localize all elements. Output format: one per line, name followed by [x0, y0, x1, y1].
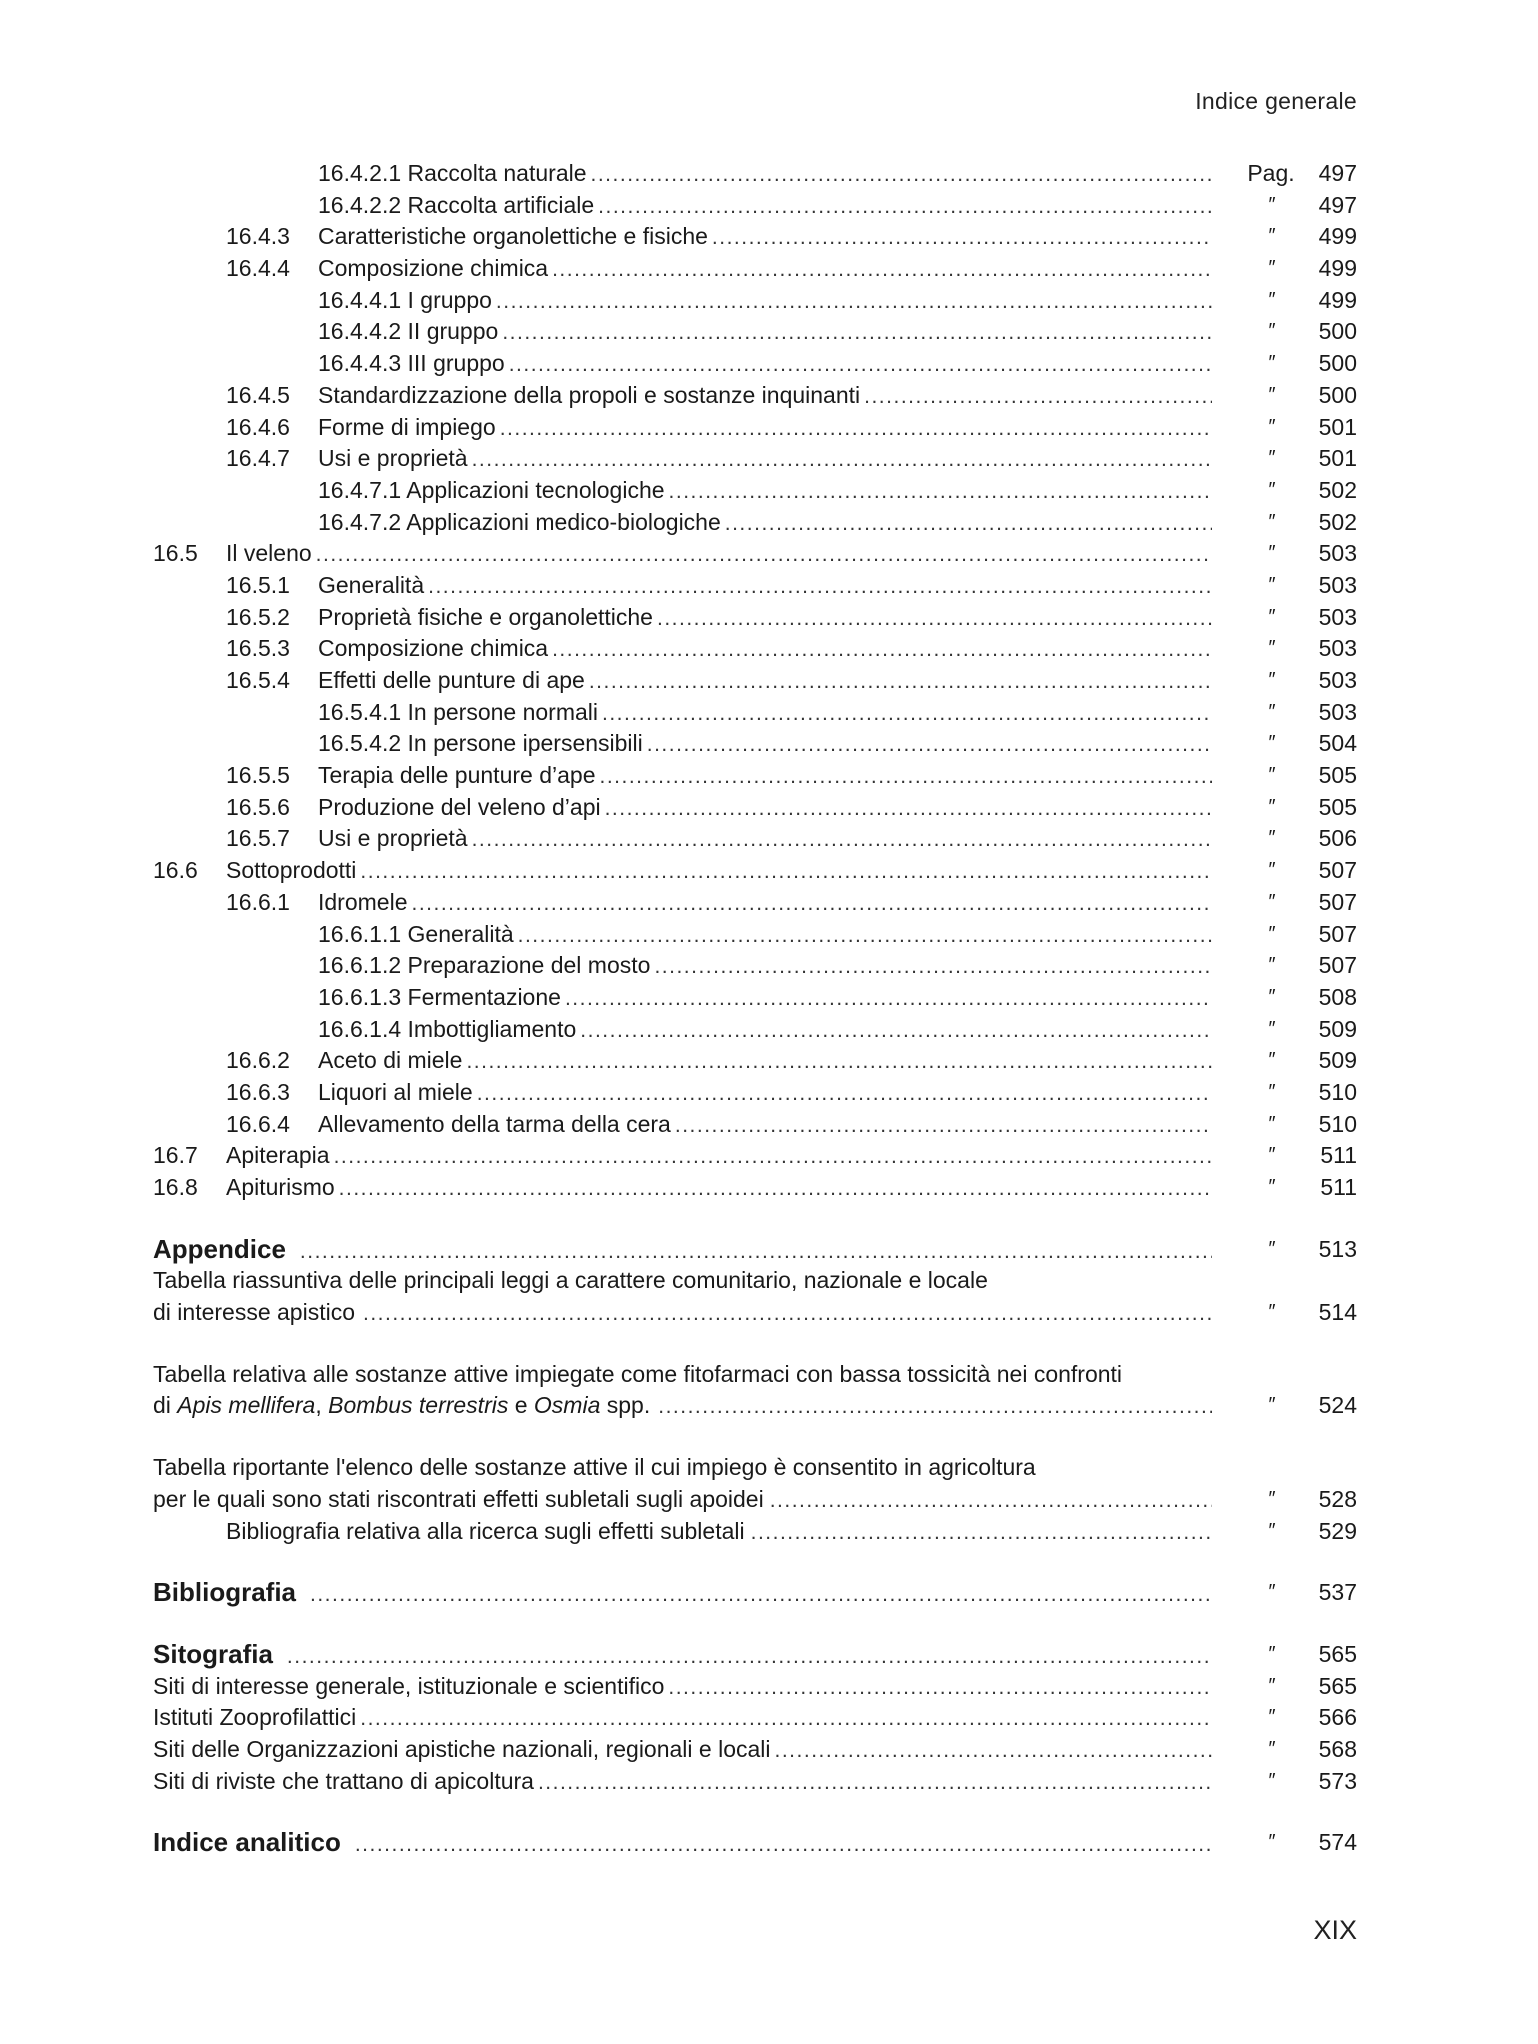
toc-entry — [0, 1484, 1538, 1516]
toc-page-number: 497 — [1318, 191, 1357, 218]
toc-entry-number: 16.6 — [153, 857, 198, 884]
toc-entry-number: 16.4.3 — [226, 223, 290, 250]
toc-entry-title: 16.5.4.2 In persone ipersensibili — [318, 730, 643, 757]
toc-entry — [0, 570, 1538, 602]
toc-text-line: Tabella riportante l'elenco delle sostanze attive il cui impiego è consentito in agricoltura — [153, 1454, 1036, 1481]
ditto-mark: ″ — [1267, 890, 1275, 913]
toc-entry-number: 16.5.2 — [226, 603, 290, 630]
toc-entry-title: Allevamento della tarma della cera — [318, 1110, 671, 1137]
ditto-mark: ″ — [1267, 605, 1275, 628]
toc-page-number: 499 — [1318, 223, 1357, 250]
toc-entry — [0, 697, 1538, 729]
leader-dots — [502, 317, 1212, 349]
ditto-mark: ″ — [1267, 764, 1275, 787]
toc-page-number: 500 — [1318, 350, 1357, 377]
toc-entry-title: Usi e proprietà — [318, 445, 468, 472]
leader-dots — [509, 349, 1212, 381]
toc-entry-title: 16.6.1.3 Fermentazione — [318, 983, 561, 1010]
leader-dots — [712, 222, 1212, 254]
toc-entry-number: 16.6.3 — [226, 1078, 290, 1105]
ditto-mark: ″ — [1267, 637, 1275, 660]
ditto-mark: ″ — [1267, 352, 1275, 375]
toc-page-number: 505 — [1318, 762, 1357, 789]
toc-entry-title: Standardizzazione della propoli e sostanze inquinanti — [318, 381, 861, 408]
leader-dots — [751, 1517, 1212, 1549]
leader-dots — [316, 539, 1212, 571]
ditto-mark: ″ — [1267, 1237, 1275, 1260]
ditto-mark: ″ — [1267, 1737, 1275, 1760]
toc-page-number: 511 — [1320, 1174, 1357, 1200]
toc-entry-title: Terapia delle punture d’ape — [318, 762, 596, 789]
toc-page-number: 503 — [1318, 540, 1357, 567]
toc-entry-title: Usi e proprietà — [318, 825, 468, 852]
leader-dots — [725, 508, 1212, 540]
ditto-mark: ″ — [1267, 1831, 1275, 1854]
leader-dots — [658, 1391, 1212, 1423]
toc-page-number: 500 — [1318, 318, 1357, 345]
leader-dots — [669, 476, 1212, 508]
leader-dots — [355, 1829, 1212, 1861]
leader-dots — [775, 1735, 1212, 1767]
toc-entry — [0, 1045, 1538, 1077]
toc-heading-indice-analitico — [0, 1827, 1538, 1859]
toc-entry — [0, 316, 1538, 348]
toc-entry-title: Proprietà fisiche e organolettiche — [318, 603, 653, 630]
toc-page-number: 507 — [1318, 920, 1357, 947]
toc-entry — [0, 728, 1538, 760]
toc-page-number: 499 — [1318, 255, 1357, 282]
ditto-mark: ″ — [1267, 573, 1275, 596]
toc-entry-title: 16.4.4.1 I gruppo — [318, 286, 492, 313]
toc-entry-title: 16.4.2.2 Raccolta artificiale — [318, 191, 595, 218]
leader-dots — [864, 381, 1212, 413]
ditto-mark: ″ — [1267, 288, 1275, 311]
ditto-mark: ″ — [1267, 383, 1275, 406]
toc-entry — [0, 158, 1538, 190]
toc-entry — [0, 665, 1538, 697]
ditto-mark: ″ — [1267, 795, 1275, 818]
toc-page-number: 503 — [1318, 698, 1357, 725]
leader-dots — [466, 1046, 1212, 1078]
toc-entry-number: 16.4.5 — [226, 381, 290, 408]
toc-page-number: 566 — [1318, 1704, 1357, 1731]
toc-page-number: 503 — [1318, 635, 1357, 662]
ditto-mark: ″ — [1267, 447, 1275, 470]
toc-entry-title: 16.6.1.1 Generalità — [318, 920, 514, 947]
toc-entry-title: Sottoprodotti — [226, 857, 357, 884]
toc-entry-title: Effetti delle punture di ape — [318, 667, 585, 693]
leader-dots — [310, 1579, 1212, 1611]
toc-entry — [0, 475, 1538, 507]
toc-page-number: 507 — [1318, 857, 1357, 884]
toc-entry-number: 16.5.5 — [226, 762, 290, 789]
toc-page-number: 497 — [1318, 160, 1357, 186]
toc-entry-number: 16.4.6 — [226, 413, 290, 440]
toc-heading-title: Appendice — [153, 1233, 286, 1264]
toc-entry — [0, 887, 1538, 919]
toc-entry — [0, 1516, 1538, 1548]
toc-heading-sitografia — [0, 1639, 1538, 1671]
toc-heading-title: Bibliografia — [153, 1577, 297, 1608]
leader-dots — [599, 761, 1212, 793]
ditto-mark: ″ — [1267, 700, 1275, 723]
ditto-mark: ″ — [1267, 415, 1275, 438]
ditto-mark: ″ — [1267, 510, 1275, 533]
toc-entry-number: 16.6.2 — [226, 1047, 290, 1074]
leader-dots — [339, 1173, 1212, 1205]
toc-page-number: 513 — [1318, 1235, 1357, 1262]
ditto-mark: ″ — [1267, 225, 1275, 248]
leader-dots — [287, 1641, 1212, 1673]
ditto-mark: ″ — [1267, 1394, 1275, 1417]
toc-entry — [0, 1390, 1538, 1422]
leader-dots — [472, 444, 1212, 476]
leader-dots — [770, 1485, 1212, 1517]
leader-dots — [428, 571, 1212, 603]
toc-entry — [0, 253, 1538, 285]
toc-page-number: 573 — [1318, 1767, 1357, 1794]
toc-entry — [0, 443, 1538, 475]
toc-page-number: 574 — [1318, 1829, 1357, 1856]
toc-entry-title: Aceto di miele — [318, 1047, 463, 1074]
toc-entry — [0, 1077, 1538, 1109]
toc-entry-title: Composizione chimica — [318, 255, 549, 282]
leader-dots — [360, 1703, 1212, 1735]
ditto-mark: ″ — [1267, 1080, 1275, 1103]
toc-entry — [0, 633, 1538, 665]
ditto-mark: ″ — [1267, 1519, 1275, 1542]
toc-entry — [0, 348, 1538, 380]
toc-entry — [0, 538, 1538, 570]
leader-dots — [518, 920, 1212, 952]
toc-page-number: 505 — [1318, 793, 1357, 820]
toc-page-number: 509 — [1318, 1047, 1357, 1074]
toc-entry-title: 16.5.4.1 In persone normali — [318, 698, 599, 725]
ditto-mark: ″ — [1267, 859, 1275, 882]
toc-text-line: Tabella relativa alle sostanze attive impiegate come fitofarmaci con bassa tossicità nei confronti — [153, 1360, 1123, 1387]
toc-entry-title: Apiterapia — [226, 1142, 330, 1169]
leader-dots — [552, 634, 1212, 666]
toc-page-number: 500 — [1318, 381, 1357, 408]
toc-page-number: 528 — [1318, 1485, 1357, 1512]
leader-dots — [565, 983, 1212, 1015]
toc-entry — [0, 1140, 1538, 1172]
toc-entry-title: Liquori al miele — [318, 1078, 473, 1105]
toc-page-number: 510 — [1318, 1110, 1357, 1137]
page-number: XIX — [1313, 1915, 1357, 1945]
leader-dots — [472, 824, 1212, 856]
ditto-mark: ″ — [1267, 542, 1275, 565]
leader-dots — [363, 1298, 1212, 1330]
leader-dots — [300, 1236, 1212, 1268]
toc-entry — [0, 221, 1538, 253]
leader-dots — [591, 159, 1212, 191]
ditto-mark: ″ — [1267, 732, 1275, 755]
toc-entry-title: Generalità — [318, 571, 425, 598]
toc-entry-title: per le quali sono stati riscontrati effetti subletali sugli apoidei — [153, 1485, 764, 1512]
ditto-mark: ″ — [1267, 827, 1275, 850]
toc-entry-number: 16.4.4 — [226, 255, 290, 282]
toc-page-number: 565 — [1318, 1640, 1357, 1667]
ditto-mark: ″ — [1267, 193, 1275, 216]
toc-entry-title: 16.4.4.2 II gruppo — [318, 318, 499, 345]
toc-heading-title: Sitografia — [153, 1638, 273, 1669]
ditto-mark: ″ — [1267, 922, 1275, 945]
toc-entry — [0, 602, 1538, 634]
leader-dots — [654, 951, 1212, 983]
toc-entry-title: Forme di impiego — [318, 413, 496, 440]
leader-dots — [552, 254, 1212, 286]
ditto-mark: ″ — [1267, 1706, 1275, 1729]
ditto-mark: ″ — [1267, 1176, 1275, 1198]
toc-entry — [0, 1109, 1538, 1141]
ditto-mark: ″ — [1267, 985, 1275, 1008]
toc-page-number: 537 — [1318, 1579, 1357, 1606]
toc-entries — [0, 158, 1538, 1204]
leader-dots — [602, 698, 1212, 730]
ditto-mark: ″ — [1267, 1301, 1275, 1324]
toc-entry — [0, 1172, 1538, 1204]
ditto-mark: ″ — [1267, 1674, 1275, 1697]
toc-page-number: 502 — [1318, 476, 1357, 503]
toc-page-number: 506 — [1318, 825, 1357, 852]
ditto-mark: ″ — [1267, 1769, 1275, 1792]
toc-page-number: 503 — [1318, 603, 1357, 630]
toc-entry-title: di interesse apistico — [153, 1299, 355, 1326]
ditto-mark: ″ — [1267, 478, 1275, 501]
toc-text-line: Tabella riassuntiva delle principali leggi a carattere comunitario, nazionale e locale — [153, 1267, 988, 1294]
toc-entry-title: 16.4.7.2 Applicazioni medico-biologiche — [318, 508, 721, 535]
toc-entry-number: 16.8 — [153, 1174, 198, 1200]
toc-page-number: 499 — [1318, 286, 1357, 313]
toc-page-number: 503 — [1318, 571, 1357, 598]
ditto-mark: ″ — [1267, 320, 1275, 343]
toc-entry-title: Siti delle Organizzazioni apistiche nazionali, regionali e locali — [153, 1735, 771, 1762]
toc-entry-number: 16.6.1 — [226, 888, 290, 915]
leader-dots — [477, 1078, 1212, 1110]
toc-entry-number: 16.5.7 — [226, 825, 290, 852]
toc-page-number: 565 — [1318, 1672, 1357, 1699]
toc-page-number: 568 — [1318, 1735, 1357, 1762]
toc-page-number: 509 — [1318, 1015, 1357, 1042]
toc-page-number: 502 — [1318, 508, 1357, 535]
toc-entry — [0, 1702, 1538, 1734]
toc-page-number: 504 — [1318, 730, 1357, 757]
leader-dots — [580, 1015, 1212, 1047]
leader-dots — [589, 666, 1212, 698]
toc-page-number: 507 — [1318, 952, 1357, 979]
toc-entry-title: di Apis mellifera, Bombus terrestris e Osmia spp. — [153, 1392, 651, 1419]
toc-page-number: 529 — [1318, 1517, 1357, 1544]
toc-entry-number: 16.7 — [153, 1142, 198, 1169]
toc-entry — [0, 855, 1538, 887]
ditto-mark: ″ — [1267, 1144, 1275, 1167]
ditto-mark: ″ — [1267, 1049, 1275, 1072]
toc-page-number: 510 — [1318, 1078, 1357, 1105]
toc-entry-title: Composizione chimica — [318, 635, 549, 662]
toc-page-number: 508 — [1318, 983, 1357, 1010]
toc-entry-title: 16.6.1.4 Imbottigliamento — [318, 1015, 577, 1042]
toc-page-number: 524 — [1318, 1392, 1357, 1419]
leader-dots — [598, 191, 1212, 223]
toc-entry — [0, 792, 1538, 824]
toc-entry — [0, 950, 1538, 982]
toc-entry — [0, 1766, 1538, 1798]
ditto-mark: ″ — [1267, 954, 1275, 977]
leader-dots — [496, 286, 1212, 318]
toc-entry — [0, 919, 1538, 951]
toc-entry-number: 16.6.4 — [226, 1110, 290, 1137]
running-header: Indice generale — [1195, 88, 1357, 114]
toc-entry-title: Siti di interesse generale, istituzionale e scientifico — [153, 1672, 665, 1699]
toc-entry-title: 16.4.7.1 Applicazioni tecnologiche — [318, 476, 665, 503]
toc-entry — [0, 190, 1538, 222]
ditto-mark: ″ — [1267, 1642, 1275, 1665]
toc-entry — [0, 982, 1538, 1014]
toc-entry-title: Siti di riviste che trattano di apicoltura — [153, 1767, 534, 1794]
leader-dots — [538, 1767, 1212, 1799]
toc-entry-number: 16.5 — [153, 540, 198, 567]
leader-dots — [647, 729, 1212, 761]
leader-dots — [500, 413, 1212, 445]
toc-page-number: 507 — [1318, 888, 1357, 915]
ditto-mark: ″ — [1267, 1017, 1275, 1040]
table-of-contents — [0, 158, 1538, 1859]
toc-page-number: 514 — [1318, 1299, 1357, 1326]
toc-entry-number: 16.5.3 — [226, 635, 290, 662]
toc-entry-title: 16.4.2.1 Raccolta naturale — [318, 160, 587, 186]
toc-entry — [0, 412, 1538, 444]
toc-entry — [0, 285, 1538, 317]
ditto-mark: ″ — [1267, 1581, 1275, 1604]
toc-page-number: 503 — [1318, 667, 1357, 693]
toc-heading-title: Indice analitico — [153, 1827, 341, 1858]
toc-entry-number: 16.4.7 — [226, 445, 290, 472]
leader-dots — [605, 793, 1212, 825]
toc-entry — [0, 1297, 1538, 1329]
leader-dots — [675, 1110, 1212, 1142]
toc-entry — [0, 823, 1538, 855]
toc-entry-number: 16.5.4 — [226, 667, 290, 693]
toc-entry-title: Apiturismo — [226, 1174, 335, 1200]
toc-entry — [0, 380, 1538, 412]
toc-page-number: 511 — [1320, 1142, 1357, 1169]
ditto-mark: ″ — [1267, 669, 1275, 691]
toc-entry-title: Istituti Zooprofilattici — [153, 1704, 357, 1731]
leader-dots — [668, 1672, 1212, 1704]
pag-label: Pag. — [1247, 160, 1295, 186]
toc-entry-title: Caratteristiche organolettiche e fisiche — [318, 223, 708, 250]
toc-entry — [0, 1734, 1538, 1766]
ditto-mark: ″ — [1267, 257, 1275, 280]
leader-dots — [334, 1141, 1212, 1173]
toc-entry-title: Il veleno — [226, 540, 312, 567]
toc-entry-title: Produzione del veleno d’api — [318, 793, 601, 820]
leader-dots — [657, 603, 1212, 635]
ditto-mark: ″ — [1267, 1487, 1275, 1510]
leader-dots — [360, 856, 1212, 888]
toc-entry — [0, 1671, 1538, 1703]
toc-heading-bibliografia — [0, 1577, 1538, 1609]
toc-entry-number: 16.5.1 — [226, 571, 290, 598]
toc-entry-number: 16.5.6 — [226, 793, 290, 820]
toc-page-number: 501 — [1318, 413, 1357, 440]
leader-dots — [411, 888, 1212, 920]
toc-entry-title: 16.6.1.2 Preparazione del mosto — [318, 952, 651, 979]
toc-entry-title: Bibliografia relativa alla ricerca sugli effetti subletali — [226, 1517, 745, 1544]
toc-page-number: 501 — [1318, 445, 1357, 472]
toc-entry — [0, 1014, 1538, 1046]
toc-heading-appendice — [0, 1234, 1538, 1266]
ditto-mark: ″ — [1267, 1112, 1275, 1135]
toc-entry — [0, 760, 1538, 792]
toc-entry-title: Idromele — [318, 888, 408, 915]
toc-entry — [0, 507, 1538, 539]
toc-entry-title: 16.4.4.3 III gruppo — [318, 350, 505, 377]
sitografia-items — [0, 1671, 1538, 1798]
